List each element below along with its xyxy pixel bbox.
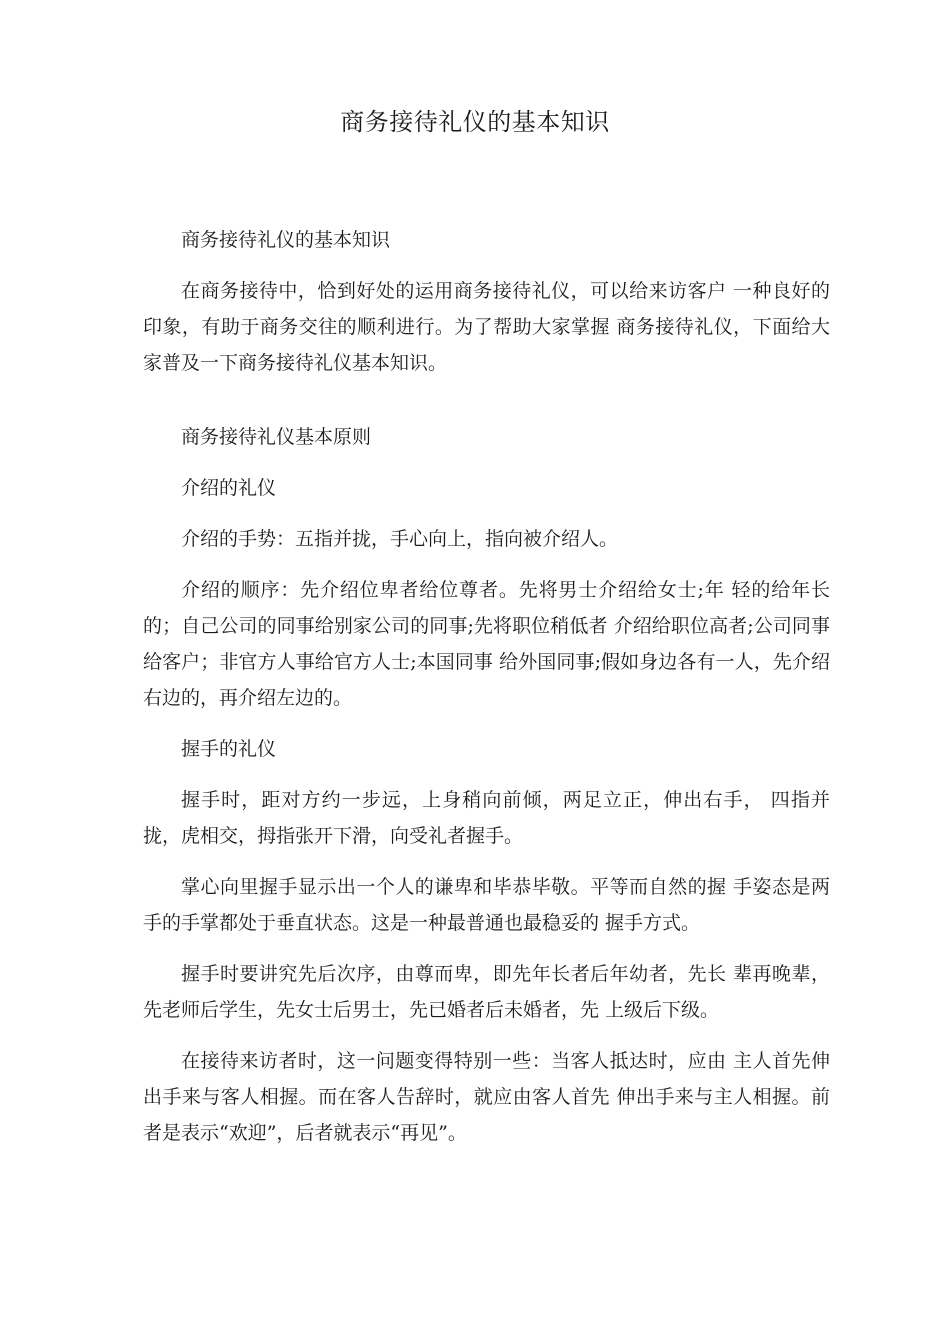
body-paragraph: 握手时要讲究先后次序，由尊而卑，即先年长者后年幼者，先长 辈再晚辈，先老师后学生，先女士后男士，先已婚者后未婚者，先 上级后下级。 — [143, 963, 830, 1021]
intro-paragraph: 在商务接待中，恰到好处的运用商务接待礼仪，可以给来访客户 一种良好的印象，有助于商务交往的顺利进行。为了帮助大家掌握 商务接待礼仪，下面给大家普及一下商务接待礼仪基本知识。 — [143, 280, 830, 374]
body-paragraph: 介绍的手势：五指并拢，手心向上，指向被介绍人。 — [181, 528, 619, 550]
body-paragraph: 握手时，距对方约一步远，上身稍向前倾，两足立正，伸出右手， 四指并拢，虎相交，拇指张开下滑，向受礼者握手。 — [143, 789, 830, 847]
subsection-heading: 握手的礼仪 — [181, 738, 277, 760]
subsection-heading: 介绍的礼仪 — [181, 477, 277, 499]
section-heading: 商务接待礼仪基本原则 — [181, 426, 372, 448]
body-paragraph: 在接待来访者时，这一问题变得特别一些：当客人抵达时，应由 主人首先伸出手来与客人相握。而在客人告辞时，就应由客人首先 伸出手来与主人相握。前者是表示“欢迎”，后者就表示“再见”。 — [143, 1050, 830, 1144]
body-paragraph: 介绍的顺序：先介绍位卑者给位尊者。先将男士介绍给女士;年 轻的给年长的；自己公司的同事给别家公司的同事;先将职位稍低者 介绍给职位高者;公司同事给客户；非官方人事给官方人士;本国同事 给外国同事;假如身边各有一人，先介绍右边的，再介绍左边的。 — [143, 579, 830, 709]
body-paragraph: 掌心向里握手显示出一个人的谦卑和毕恭毕敬。平等而自然的握 手姿态是两手的手掌都处于垂直状态。这是一种最普通也最稳妥的 握手方式。 — [143, 876, 830, 934]
section-heading: 商务接待礼仪的基本知识 — [181, 229, 391, 251]
document-title: 商务接待礼仪的基本知识 — [340, 108, 610, 136]
document-body — [143, 222, 830, 1166]
